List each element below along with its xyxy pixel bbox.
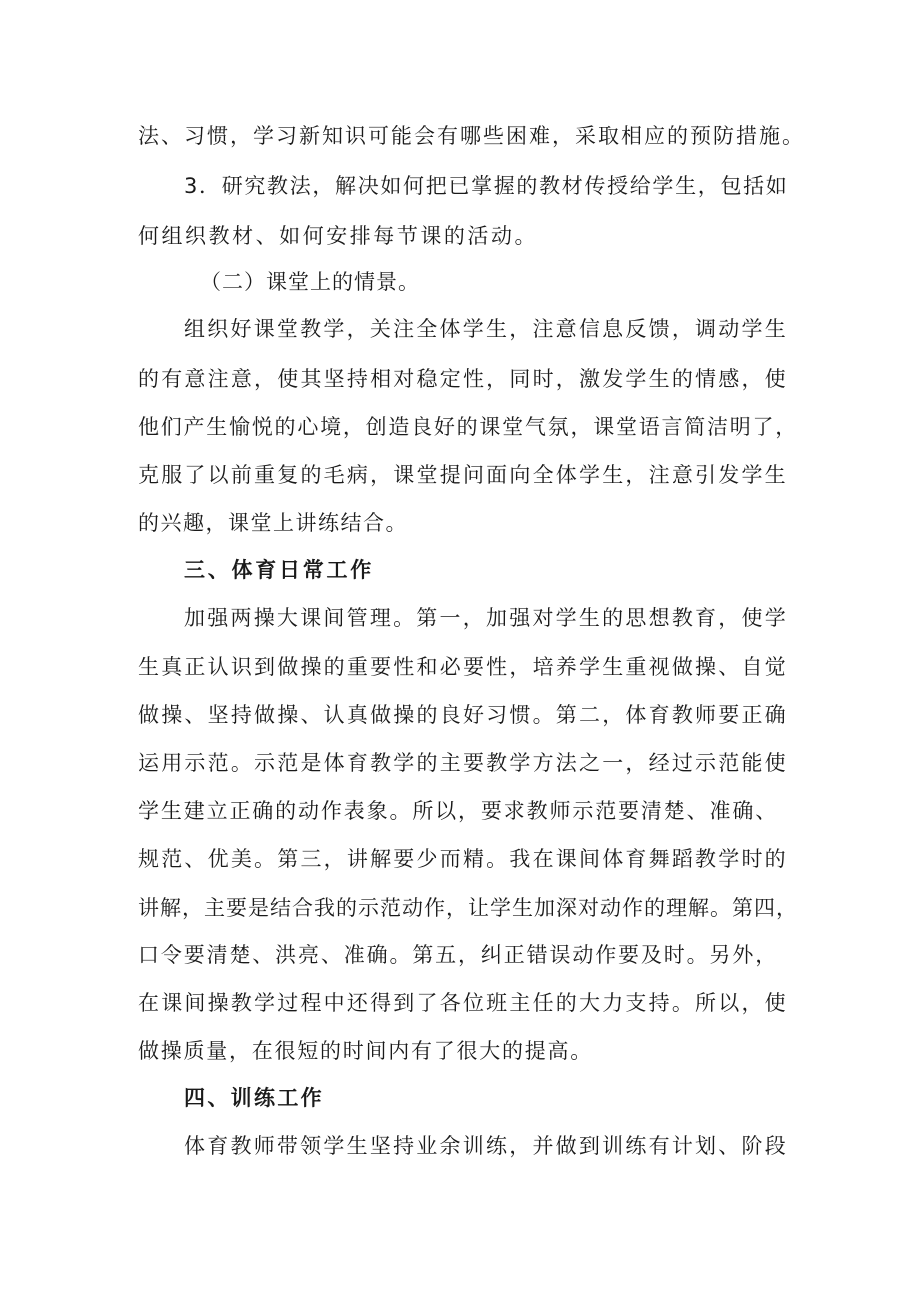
body-line: 在课间操教学过程中还得到了各位班主任的大力支持。所以，使	[138, 991, 788, 1015]
body-line: 做操质量，在很短的时间内有了很大的提高。	[138, 1039, 593, 1063]
body-line: 他们产生愉悦的心境，创造良好的课堂气氛，课堂语言简洁明了，	[138, 415, 799, 439]
body-line: 学生建立正确的动作表象。所以，要求教师示范要清楚、准确、	[138, 799, 779, 823]
section-subheading: （二）课堂上的情景。	[200, 270, 420, 294]
body-line: 的兴趣，课堂上讲练结合。	[138, 511, 408, 535]
section-heading-3: 三、体育日常工作	[184, 558, 374, 582]
body-line: 运用示范。示范是体育教学的主要教学方法之一，经过示范能使	[138, 751, 788, 775]
body-line: 规范、优美。第三，讲解要少而精。我在课间体育舞蹈教学时的	[138, 847, 788, 871]
body-line: 口令要清楚、洪亮、准确。第五，纠正错误动作要及时。另外，	[138, 943, 779, 967]
body-line: 克服了以前重复的毛病，课堂提问面向全体学生，注意引发学生	[138, 463, 788, 487]
body-line: 生真正认识到做操的重要性和必要性，培养学生重视做操、自觉	[138, 655, 788, 679]
body-line: 的有意注意，使其坚持相对稳定性，同时，激发学生的情感，使	[138, 367, 788, 391]
body-line: 讲解，主要是结合我的示范动作，让学生加深对动作的理解。第四，	[138, 896, 798, 920]
section-heading-4: 四、训练工作	[184, 1086, 324, 1110]
body-line: 组织好课堂教学，关注全体学生，注意信息反馈，调动学生	[184, 317, 788, 341]
body-line: 体育教师带领学生坚持业余训练，并做到训练有计划、阶段	[184, 1134, 788, 1158]
body-line: 法、习惯，学习新知识可能会有哪些困难，采取相应的预防措施。	[138, 124, 805, 148]
body-line: 加强两操大课间管理。第一，加强对学生的思想教育，使学	[184, 606, 788, 630]
body-line: 做操、坚持做操、认真做操的良好习惯。第二，体育教师要正确	[138, 703, 788, 727]
body-line: 3．研究教法，解决如何把已掌握的教材传授给学生，包括如	[184, 174, 789, 198]
body-line: 何组织教材、如何安排每节课的活动。	[138, 224, 539, 248]
